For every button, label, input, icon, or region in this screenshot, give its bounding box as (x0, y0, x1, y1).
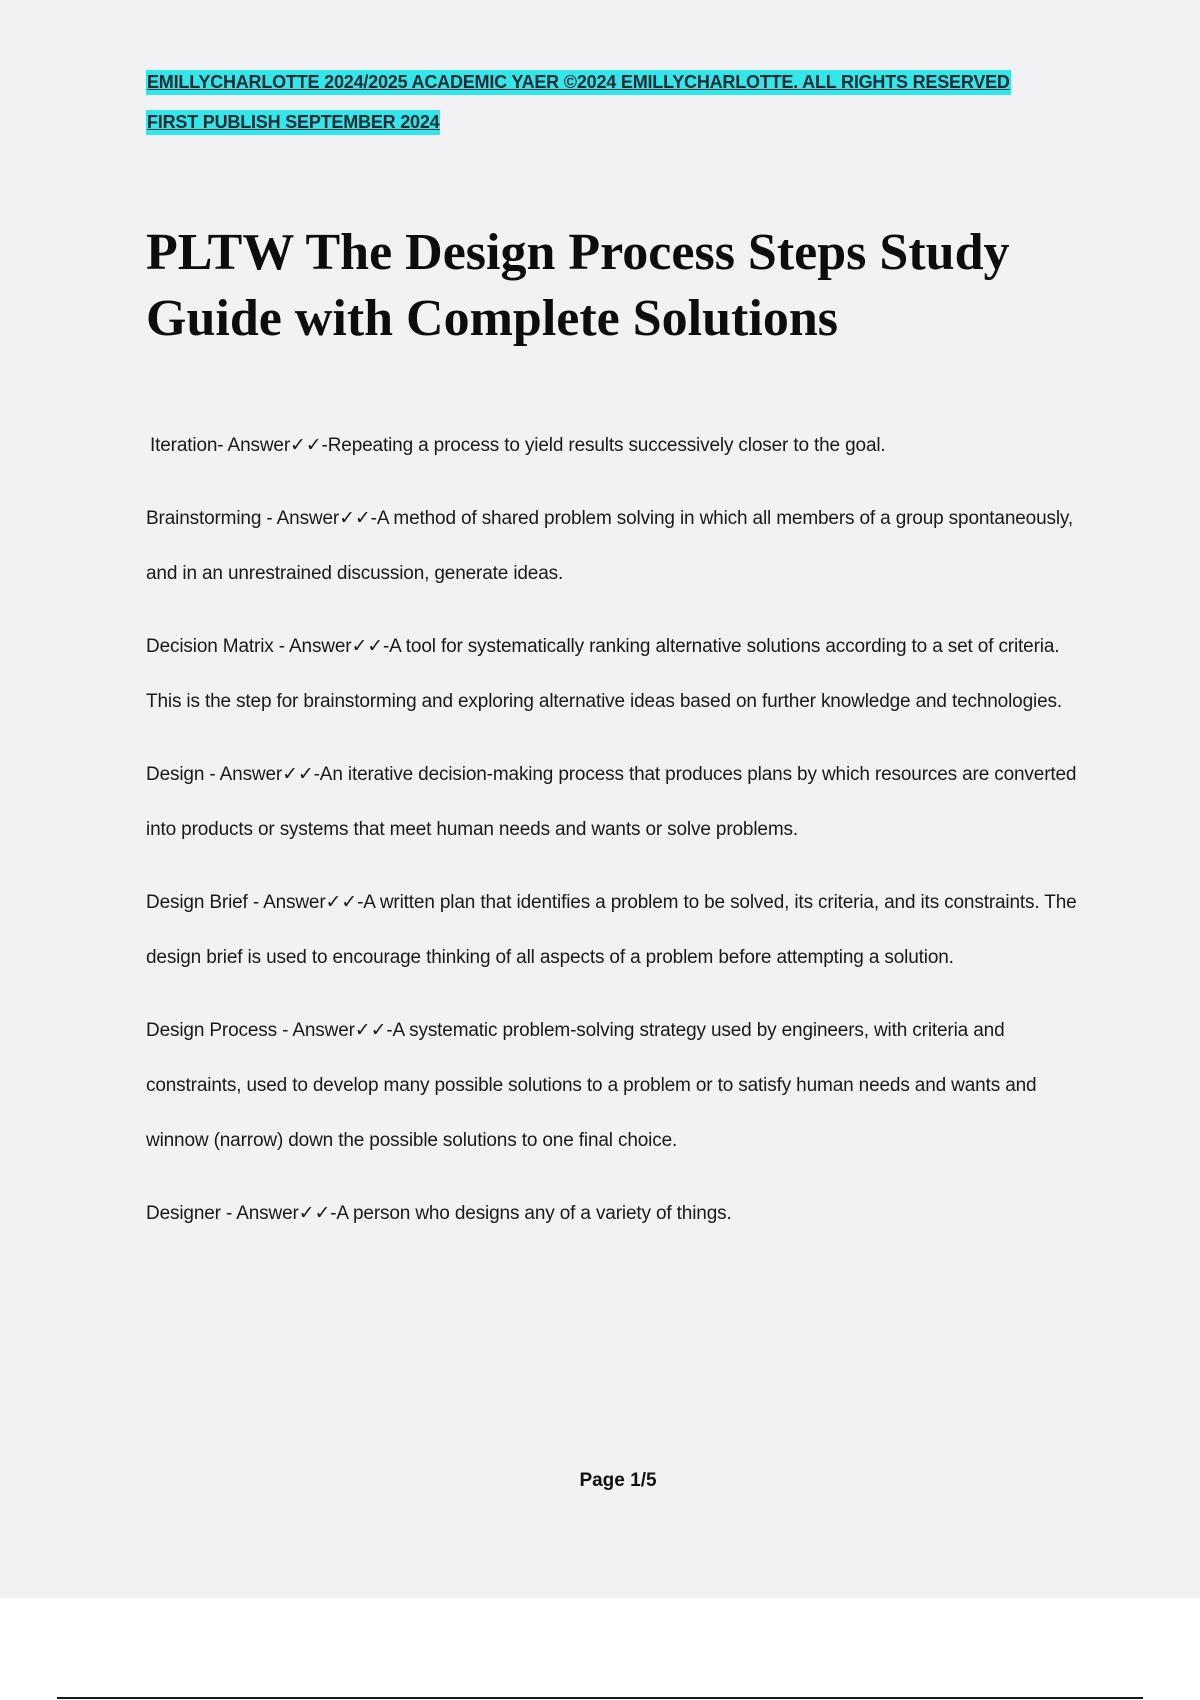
copyright-line: EMILLYCHARLOTTE 2024/2025 ACADEMIC YAER ©2024 EMILLYCHARLOTTE. ALL RIGHTS RESERVED (146, 70, 1011, 95)
document-title: PLTW The Design Process Steps Study Guide with Complete Solutions (146, 224, 1010, 347)
study-guide-entries (146, 418, 1086, 1259)
entry-design: Design - Answer✓✓-An iterative decision-making process that produces plans by which resources are converted into products or systems that meet human needs and wants or solve problems. (146, 764, 1077, 840)
copyright-header (146, 70, 1106, 135)
entry-designer: Designer - Answer✓✓-A person who designs any of a variety of things. (146, 1203, 732, 1224)
entry-brainstorming: Brainstorming - Answer✓✓-A method of shared problem solving in which all members of a group spontaneously, and in an unrestrained discussion, generate ideas. (146, 508, 1073, 584)
entry-design-process: Design Process - Answer✓✓-A systematic problem-solving strategy used by engineers, with criteria and constraints, used to develop many possible solutions to a problem or to satisfy human needs and wants and winnow (narrow) down the possible solutions to one final choice. (146, 1020, 1037, 1151)
entry-iteration: Iteration- Answer✓✓-Repeating a process to yield results successively closer to the goal. (150, 435, 886, 456)
entry-design-brief: Design Brief - Answer✓✓-A written plan that identifies a problem to be solved, its criteria, and its constraints. The design brief is used to encourage thinking of all aspects of a problem before attempting a solution. (146, 892, 1077, 968)
page-number: Page 1/5 (579, 1470, 657, 1491)
entry-decision-matrix: Decision Matrix - Answer✓✓-A tool for systematically ranking alternative solutions according to a set of criteria. This is the step for brainstorming and exploring alternative ideas based on further knowledge and technologies. (146, 636, 1062, 712)
divider-rule (57, 1697, 1143, 1699)
publish-date-line: FIRST PUBLISH SEPTEMBER 2024 (146, 110, 440, 135)
